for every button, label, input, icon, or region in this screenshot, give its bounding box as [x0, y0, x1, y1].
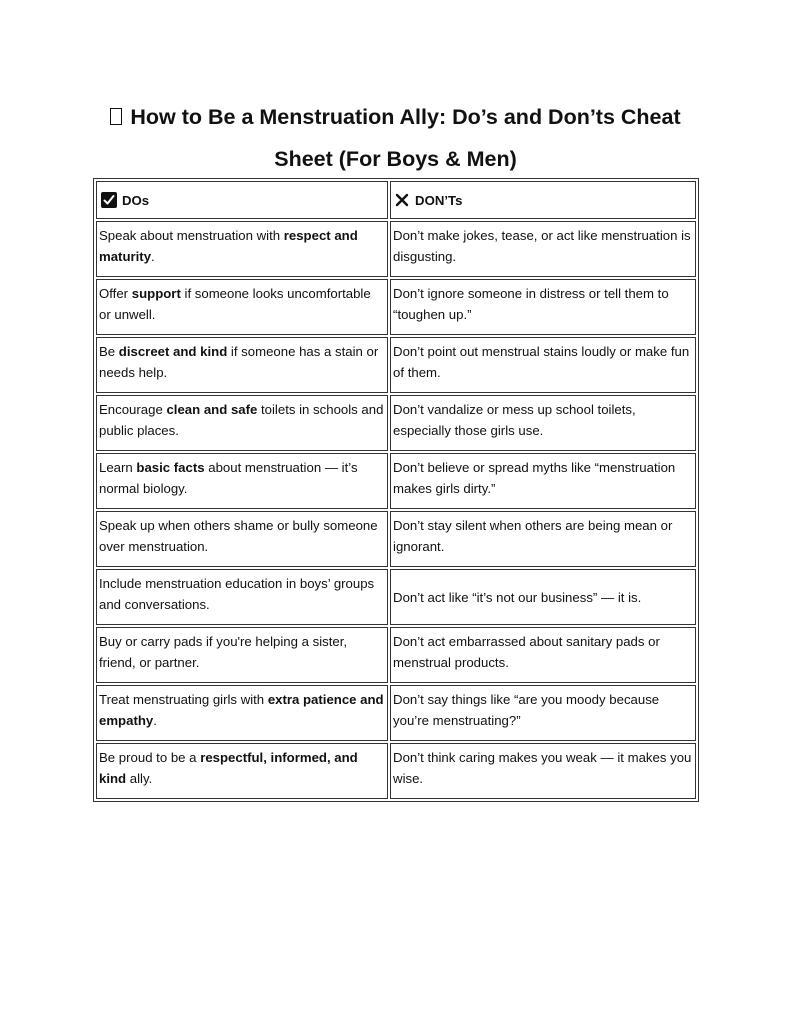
dont-cell: Don’t think caring makes you weak — it makes you wise. — [390, 743, 696, 799]
do-cell: Be proud to be a respectful, informed, and kind ally. — [96, 743, 388, 799]
dont-cell: Don’t say things like “are you moody because you’re menstruating?” — [390, 685, 696, 741]
do-cell: Treat menstruating girls with extra patience and empathy. — [96, 685, 388, 741]
table-row — [96, 337, 696, 393]
table-row — [96, 685, 696, 741]
table-row — [96, 511, 696, 567]
do-cell: Include menstruation education in boys’ groups and conversations. — [96, 569, 388, 625]
table-row — [96, 279, 696, 335]
table-row — [96, 627, 696, 683]
dont-cell: Don’t make jokes, tease, or act like menstruation is disgusting. — [390, 221, 696, 277]
table-header-row — [96, 181, 696, 219]
table-row — [96, 569, 696, 625]
donts-header-label: DON’Ts — [415, 192, 463, 208]
cross-mark-icon — [395, 193, 409, 207]
title-line-2: Sheet (For Boys & Men) — [274, 147, 517, 171]
do-cell: Buy or carry pads if you're helping a sister, friend, or partner. — [96, 627, 388, 683]
table-row — [96, 395, 696, 451]
dont-cell: Don’t stay silent when others are being mean or ignorant. — [390, 511, 696, 567]
title-line-1: How to Be a Menstruation Ally: Do’s and Don’ts Cheat — [130, 105, 681, 129]
do-cell: Be discreet and kind if someone has a stain or needs help. — [96, 337, 388, 393]
do-cell: Encourage clean and safe toilets in schools and public places. — [96, 395, 388, 451]
dos-donts-table — [93, 178, 699, 802]
dont-cell: Don’t ignore someone in distress or tell them to “toughen up.” — [390, 279, 696, 335]
dont-cell: Don’t point out menstrual stains loudly or make fun of them. — [390, 337, 696, 393]
page-title — [60, 96, 731, 180]
do-cell: Offer support if someone looks uncomfortable or unwell. — [96, 279, 388, 335]
donts-header — [390, 181, 696, 219]
dos-header-label: DOs — [122, 192, 150, 208]
dont-cell: Don’t believe or spread myths like “menstruation makes girls dirty.” — [390, 453, 696, 509]
missing-glyph-icon — [110, 108, 122, 125]
table-row — [96, 221, 696, 277]
do-cell: Speak about menstruation with respect and maturity. — [96, 221, 388, 277]
check-mark-icon — [101, 192, 117, 208]
dont-cell: Don’t act like “it’s not our business” — it is. — [390, 569, 696, 625]
dont-cell: Don’t vandalize or mess up school toilets, especially those girls use. — [390, 395, 696, 451]
dont-cell: Don’t act embarrassed about sanitary pads or menstrual products. — [390, 627, 696, 683]
do-cell: Speak up when others shame or bully someone over menstruation. — [96, 511, 388, 567]
table-row — [96, 743, 696, 799]
do-cell: Learn basic facts about menstruation — it’s normal biology. — [96, 453, 388, 509]
dos-header — [96, 181, 388, 219]
table-row — [96, 453, 696, 509]
